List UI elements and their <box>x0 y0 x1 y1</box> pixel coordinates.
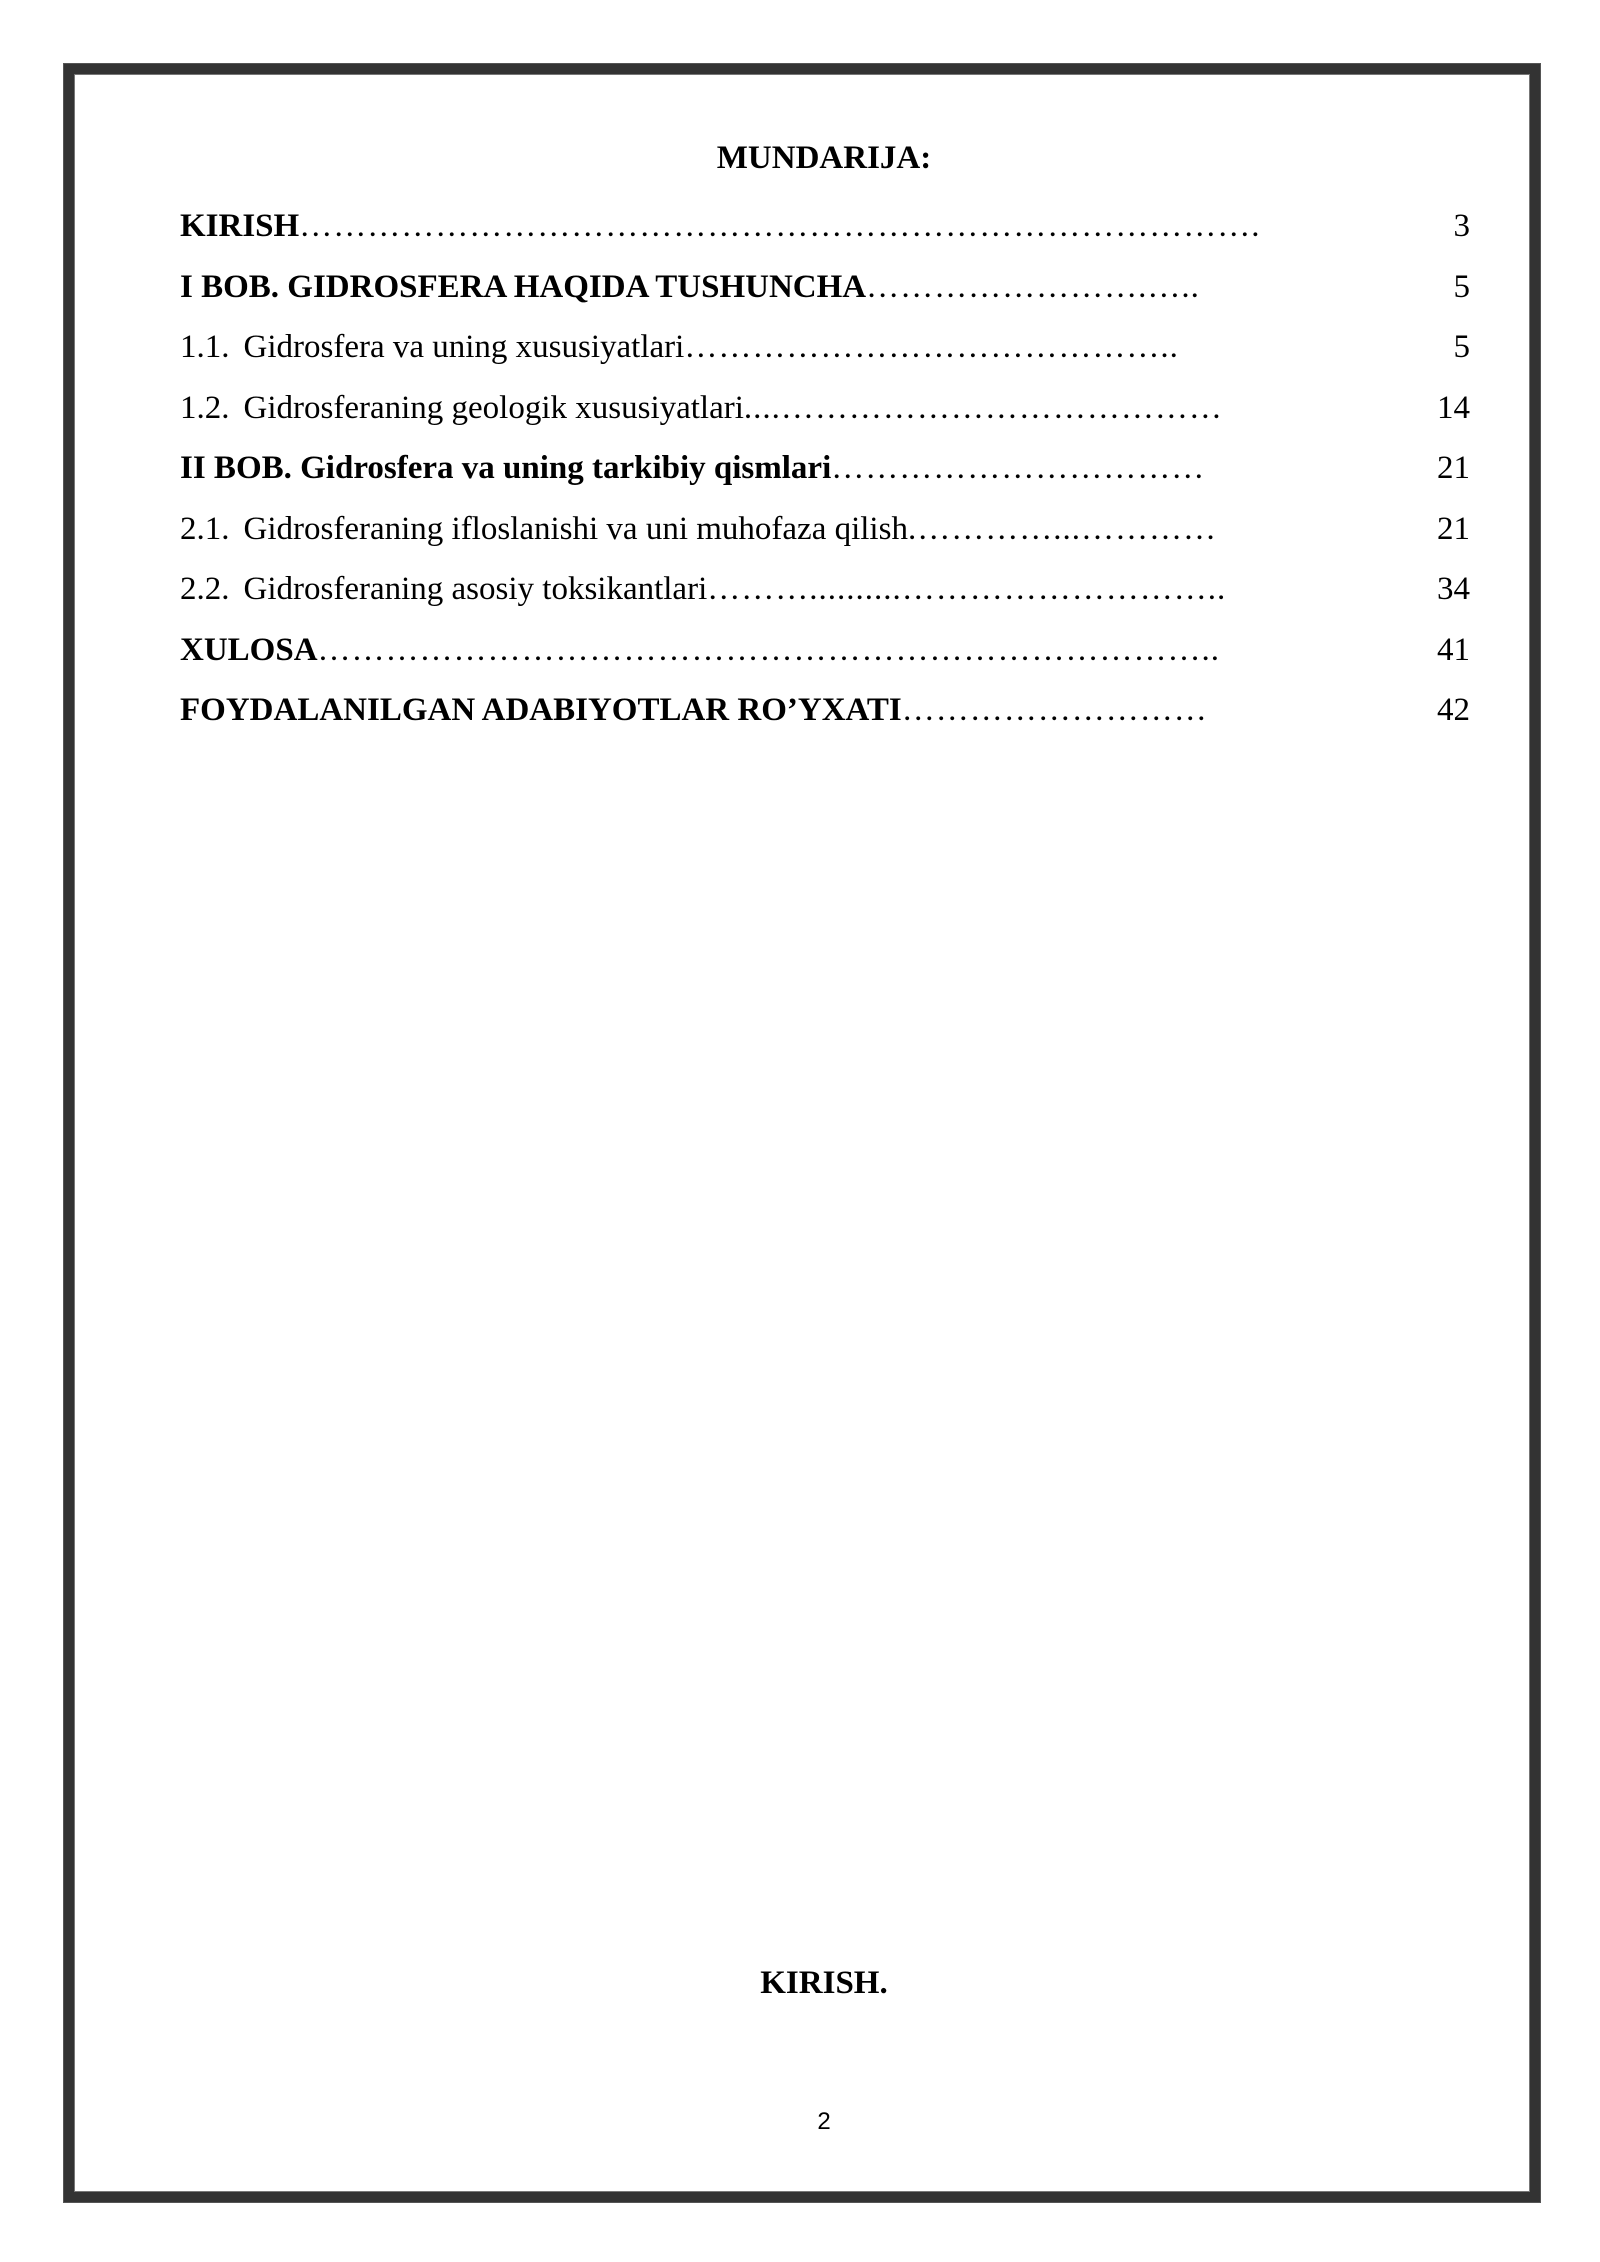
toc-entry-page: 3 <box>1453 208 1470 244</box>
toc-entry-page: 5 <box>1453 329 1470 365</box>
page-number: 2 <box>817 2108 831 2135</box>
toc-entry-label: Gidrosfera va uning xususiyatlari <box>243 329 685 365</box>
toc-entry-page: 14 <box>1437 389 1470 426</box>
toc-entry-label: Gidrosferaning asosiy toksikantlari <box>243 571 708 607</box>
toc-leader-dots: ....………………………………… <box>743 389 1223 426</box>
toc-entry-kirish[interactable] <box>180 196 1470 257</box>
toc-entry-page: 5 <box>1453 268 1470 305</box>
toc-leader-dots: …………………………………….. <box>684 329 1179 365</box>
section-heading-kirish: KIRISH. <box>760 1965 888 2001</box>
toc-entry-chapter-2[interactable] <box>180 438 1470 499</box>
toc-entry-label: II BOB. Gidrosfera va uning tarkibiy qismlari <box>180 450 832 486</box>
toc-entry-chapter-1[interactable] <box>180 257 1470 318</box>
toc-entry-number: 2.1. <box>180 510 230 547</box>
toc-entry-page: 21 <box>1437 450 1470 486</box>
toc-leader-dots: …………………………………………………………………………. <box>299 208 1261 244</box>
toc-leader-dots: …………………………… <box>831 450 1206 486</box>
toc-leader-dots: ………..........……………………….. <box>707 571 1227 607</box>
toc-entry-label: I BOB. GIDROSFERA HAQIDA TUSHUNCHA <box>180 268 867 305</box>
toc-entry-label: Gidrosferaning geologik xususiyatlari <box>243 389 744 426</box>
toc-entry-page: 42 <box>1437 692 1470 728</box>
toc-entry-label: Gidrosferaning ifloslanishi va uni muhofaza qilish <box>243 510 908 547</box>
toc-leader-dots: …………………….….. <box>866 268 1200 305</box>
toc-entry-label: KIRISH <box>180 208 300 244</box>
toc-entry-page: 34 <box>1437 571 1470 607</box>
toc-entry-section-2-2[interactable] <box>180 559 1470 620</box>
toc-entry-number: 1.2. <box>180 389 230 426</box>
toc-entry-label: XULOSA <box>180 631 318 668</box>
toc-entry-label: FOYDALANILGAN ADABIYOTLAR RO’YXATI <box>180 692 902 728</box>
toc-leader-dots: .…………...………… <box>907 510 1217 547</box>
toc-entry-section-2-1[interactable] <box>180 499 1470 560</box>
toc-entry-number: 1.1. <box>180 329 230 365</box>
toc-entry-page: 41 <box>1437 631 1470 668</box>
toc-entry-xulosa[interactable] <box>180 620 1470 681</box>
toc-title: MUNDARIJA: <box>716 140 932 176</box>
toc-entry-section-1-1[interactable] <box>180 317 1470 378</box>
toc-entry-section-1-2[interactable] <box>180 378 1470 439</box>
table-of-contents <box>180 196 1470 741</box>
toc-entry-references[interactable] <box>180 680 1470 741</box>
toc-leader-dots: …………………………………………………………………….. <box>317 631 1221 668</box>
toc-leader-dots: ……………………… <box>901 692 1208 728</box>
toc-entry-page: 21 <box>1437 510 1470 547</box>
toc-entry-number: 2.2. <box>180 571 230 607</box>
